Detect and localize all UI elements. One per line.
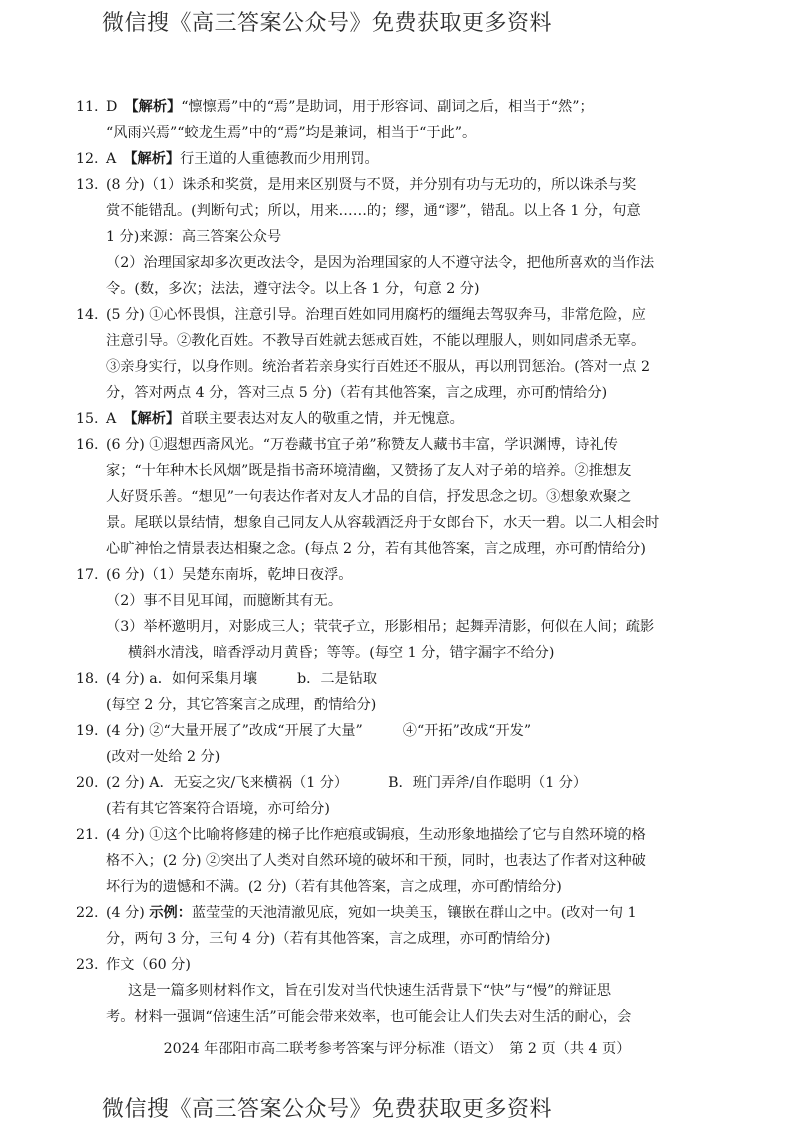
question-number: 12.	[76, 151, 99, 167]
answer-line	[106, 198, 736, 224]
answer-line	[106, 770, 736, 796]
answer-line	[106, 900, 736, 926]
text-run: 这是一篇多则材料作文，旨在引发对当代快速生活背景下“快”与“慢”的辩证思	[128, 983, 612, 999]
answer-item	[76, 406, 736, 432]
answer-line	[106, 406, 736, 432]
answer-line	[106, 978, 736, 1004]
answer-text	[106, 406, 736, 432]
question-number: 15.	[76, 411, 99, 427]
answer-line	[106, 692, 736, 718]
text-run: (6 分) ①遐想西斋风光。“万卷藏书宜子弟”称赞友人藏书丰富，学识渊博，诗礼传	[106, 437, 618, 453]
answer-text	[106, 562, 736, 666]
question-number: 19.	[76, 723, 99, 739]
question-number: 21.	[76, 827, 99, 843]
text-run: 赏不能错乱。(判断句式；所以，用来……的；缪，通“谬”，错乱。以上各 1 分，句意	[106, 203, 641, 219]
text-run: “懔懔焉”中的“焉”是助词，用于形容词、副词之后，相当于“然”；	[181, 99, 594, 115]
text-run: 分，两句 3 分，三句 4 分)（若有其他答案，言之成理，亦可酌情给分)	[106, 931, 551, 947]
answer-text	[106, 900, 736, 952]
text-run: ④“开拓”改成“开发”	[402, 723, 532, 739]
answer-item	[76, 770, 736, 822]
question-number: 18.	[76, 671, 99, 687]
answer-item	[76, 146, 736, 172]
text-run: (4 分)	[106, 905, 150, 921]
text-run: (6 分)（1）吴楚东南坼，乾坤日夜浮。	[106, 567, 353, 583]
text-run: ③亲身实行，以身作则。统治者若亲身实行百姓还不服从，再以刑罚惩治。(答对一点 2	[106, 359, 651, 375]
answer-line	[106, 588, 736, 614]
answer-line	[106, 172, 736, 198]
text-run: D	[106, 99, 132, 115]
answer-line	[106, 536, 736, 562]
watermark-banner-bottom: 微信搜《高三答案公众号》免费获取更多资料	[102, 1097, 553, 1122]
bold-label: 【解析】	[131, 99, 182, 115]
answer-item	[76, 952, 736, 1030]
answer-line	[106, 458, 736, 484]
question-number: 23.	[76, 957, 99, 973]
question-number: 13.	[76, 177, 99, 193]
answer-item	[76, 718, 736, 770]
question-number: 16.	[76, 437, 99, 453]
answer-line	[106, 874, 736, 900]
answer-item	[76, 172, 736, 302]
answer-item	[76, 666, 736, 718]
bold-label: 【解析】	[130, 411, 181, 427]
answer-text	[106, 822, 736, 900]
answer-text	[106, 94, 736, 146]
text-run: 景。尾联以景结情，想象自己同友人从容载酒泛舟于女郎台下，水天一碧。以二人相会时	[106, 515, 660, 531]
text-run: （3）举杯邀明月，对影成三人；茕茕孑立，形影相吊；起舞弄清影，何似在人间；疏影	[106, 619, 655, 635]
answer-line	[106, 120, 736, 146]
answer-line	[106, 276, 736, 302]
text-run: (2 分) A．无妄之灾/飞来横祸（1 分）	[106, 775, 349, 791]
text-run: b．二是钻取	[297, 671, 378, 687]
answer-text	[106, 146, 736, 172]
text-run: (4 分) ②“大量开展了”改成“开展了大量”	[106, 723, 363, 739]
answer-text	[106, 770, 736, 822]
answer-line	[106, 744, 736, 770]
answer-text	[106, 666, 736, 718]
question-number: 11.	[76, 99, 99, 115]
bold-label: 示例：	[149, 905, 192, 921]
answer-item	[76, 562, 736, 666]
text-run: 令。(数，多次；法法，遵守法令。以上各 1 分，句意 2 分)	[106, 281, 480, 297]
answer-line	[106, 302, 736, 328]
text-run: (5 分) ①心怀畏惧，注意引导。治理百姓如同用腐朽的缰绳去驾驭奔马，非常危险，应	[106, 307, 646, 323]
text-run: 分，答对两点 4 分，答对三点 5 分)（若有其他答案，言之成理，亦可酌情给分)	[106, 385, 608, 401]
text-run: (4 分) ①这个比喻将修建的梯子比作疤痕或锔痕，生动形象地描绘了它与自然环境的格	[106, 827, 646, 843]
answer-line	[106, 510, 736, 536]
answer-line	[106, 926, 736, 952]
answer-item	[76, 900, 736, 952]
text-run: 格不入；(2 分) ②突出了人类对自然环境的破坏和干预，同时，也表达了作者对这种破	[106, 853, 646, 869]
text-run: “风雨兴焉”“蛟龙生焉”中的“焉”均是兼词，相当于“于此”。	[106, 125, 477, 141]
answer-key-body	[76, 94, 736, 1030]
answer-item	[76, 432, 736, 562]
answer-line	[106, 562, 736, 588]
answer-item	[76, 302, 736, 406]
answer-line	[106, 1004, 736, 1030]
question-number: 20.	[76, 775, 99, 791]
text-run: B．班门弄斧/自作聪明（1 分）	[388, 775, 588, 791]
text-run: A	[106, 151, 131, 167]
answer-line	[106, 484, 736, 510]
text-run: 注意引导。②教化百姓。不教导百姓就去惩戒百姓，不能以理服人，则如同虐杀无辜。	[106, 333, 646, 349]
answer-line	[106, 380, 736, 406]
answer-line	[106, 796, 736, 822]
answer-line	[106, 952, 736, 978]
text-run: 首联主要表达对友人的敬重之情，并无愧意。	[180, 411, 464, 427]
answer-line	[106, 848, 736, 874]
text-run: 行王道的人重德教而少用刑罚。	[180, 151, 379, 167]
answer-line	[106, 718, 736, 744]
text-run: 横斜水清浅，暗香浮动月黄昏；等等。(每空 1 分，错字漏字不给分)	[128, 645, 555, 661]
answer-text	[106, 952, 736, 1030]
text-run: A	[106, 411, 131, 427]
text-run: 考。材料一强调“倍速生活”可能会带来效率，也可能会让人们失去对生活的耐心，会	[106, 1009, 632, 1025]
text-run: 家；“十年种木长风烟”既是指书斋环境清幽，又赞扬了友人对子弟的培养。②推想友	[106, 463, 632, 479]
answer-line	[106, 640, 736, 666]
answer-line	[106, 822, 736, 848]
text-run: (若有其它答案符合语境，亦可给分)	[106, 801, 330, 817]
question-number: 22.	[76, 905, 99, 921]
bold-label: 【解析】	[130, 151, 181, 167]
answer-line	[106, 146, 736, 172]
answer-line	[106, 666, 736, 692]
text-run: 人好贤乐善。“想见”一句表达作者对友人才品的自信，抒发思念之切。③想象欢聚之	[106, 489, 632, 505]
page-footer: 2024 年邵阳市高二联考参考答案与评分标准（语文） 第 2 页（共 4 页）	[163, 1041, 631, 1057]
answer-text	[106, 432, 736, 562]
text-run: 心旷神怡之情景表达相聚之念。(每点 2 分，若有其他答案，言之成理，亦可酌情给分)	[106, 541, 646, 557]
text-run: (4 分) a．如何采集月壤	[106, 671, 258, 687]
answer-line	[106, 614, 736, 640]
text-run: 作文（60 分)	[106, 957, 191, 973]
answer-line	[106, 224, 736, 250]
question-number: 17.	[76, 567, 99, 583]
answer-line	[106, 250, 736, 276]
answer-line	[106, 432, 736, 458]
answer-text	[106, 718, 736, 770]
text-run: 1 分)来源：高三答案公众号	[106, 229, 282, 245]
text-run: （2）事不目见耳闻，而臆断其有无。	[106, 593, 343, 609]
watermark-banner-top: 微信搜《高三答案公众号》免费获取更多资料	[102, 11, 553, 36]
text-run: (改对一处给 2 分)	[106, 749, 221, 765]
answer-line	[106, 328, 736, 354]
answer-line	[106, 94, 736, 120]
answer-line	[106, 354, 736, 380]
answer-item	[76, 94, 736, 146]
question-number: 14.	[76, 307, 99, 323]
text-run: (8 分)（1）诛杀和奖赏，是用来区别贤与不贤，并分别有功与无功的，所以诛杀与奖	[106, 177, 637, 193]
answer-text	[106, 302, 736, 406]
text-run: 蓝莹莹的天池清澈见底，宛如一块美玉，镶嵌在群山之中。(改对一句 1	[191, 905, 637, 921]
answer-text	[106, 172, 736, 302]
text-run: (每空 2 分，其它答案言之成理，酌情给分)	[106, 697, 377, 713]
answer-item	[76, 822, 736, 900]
text-run: 坏行为的遗憾和不满。(2 分)（若有其他答案，言之成理，亦可酌情给分)	[106, 879, 562, 895]
text-run: （2）治理国家却多次更改法令，是因为治理国家的人不遵守法令，把他所喜欢的当作法	[106, 255, 655, 271]
